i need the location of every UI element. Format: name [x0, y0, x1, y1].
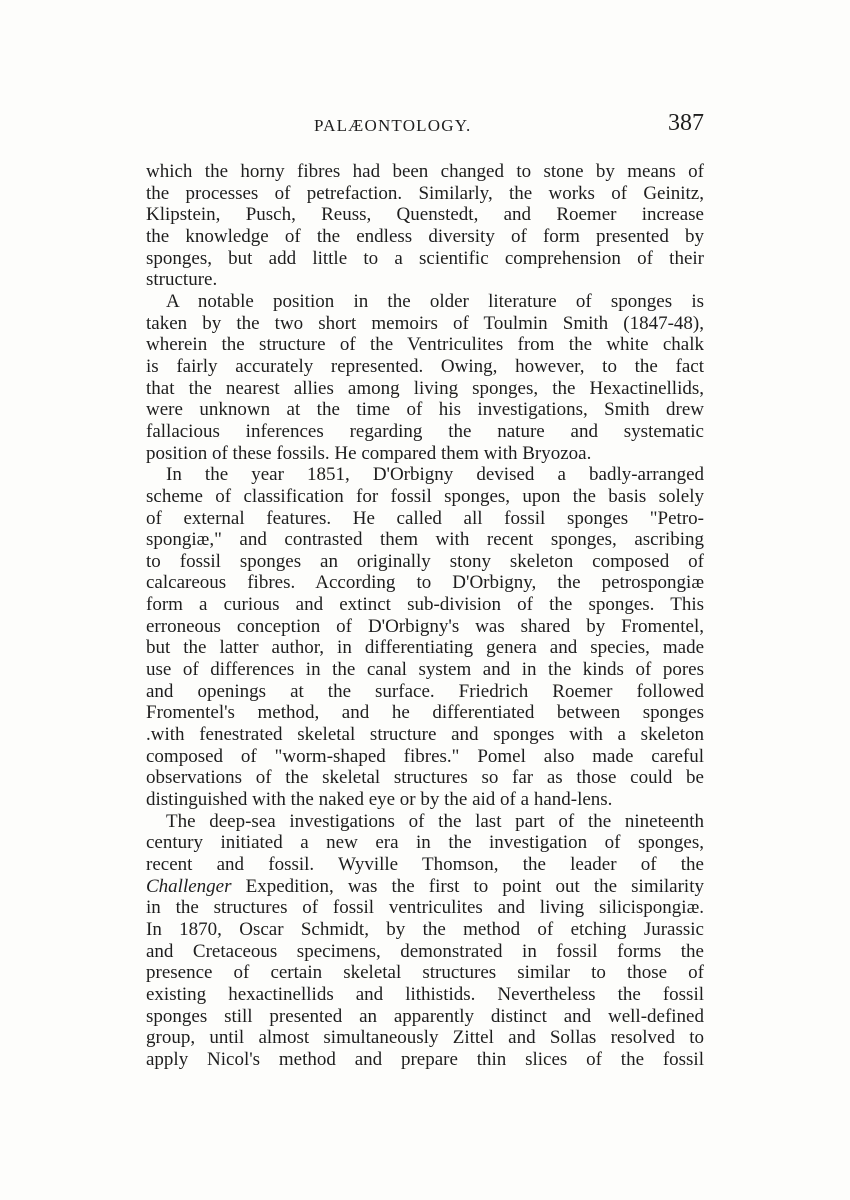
text-line: but the latter author, in differentiating genera and species, made — [146, 637, 704, 659]
text-line: calcareous fibres. According to D'Orbigny, the petrospongiæ — [146, 572, 704, 594]
text-line: position of these fossils. He compared them with Bryozoa. — [146, 442, 592, 464]
text-line: that the nearest allies among living sponges, the Hexactinellids, — [146, 377, 704, 399]
text-line: observations of the skeletal structures so far as those could be — [146, 767, 704, 789]
running-title: PALÆONTOLOGY. — [314, 116, 472, 135]
text-line: sponges, but add little to a scientific comprehension of their — [146, 247, 704, 269]
text-line: century initiated a new era in the investigation of sponges, — [146, 832, 704, 854]
text-line: the knowledge of the endless diversity of form presented by — [146, 225, 704, 247]
text-line: existing hexactinellids and lithistids. Nevertheless the fossil — [146, 983, 704, 1005]
text-line: structure. — [146, 269, 218, 291]
text-line: recent and fossil. Wyville Thomson, the leader of the — [146, 854, 704, 875]
text-line: composed of "worm-shaped fibres." Pomel also made careful — [146, 745, 704, 767]
text-line: is fairly accurately represented. Owing, however, to the fact — [146, 355, 704, 377]
paragraph-first-line: In the year 1851, D'Orbigny devised a badly-arranged — [166, 464, 704, 486]
text-line: apply Nicol's method and prepare thin slices of the fossil — [146, 1048, 704, 1070]
page-number: 387 — [668, 110, 704, 136]
text-line: wherein the structure of the Ventriculites from the white chalk — [146, 334, 704, 356]
text-line: distinguished with the naked eye or by the aid of a hand-lens. — [146, 789, 613, 811]
running-head — [146, 110, 704, 146]
text-line: taken by the two short memoirs of Toulmin Smith (1847-48), — [146, 312, 704, 334]
text-line: .with fenestrated skeletal structure and sponges with a skeleton — [146, 724, 704, 746]
text-line: spongiæ," and contrasted them with recent sponges, ascribing — [146, 529, 704, 551]
body-text — [146, 161, 704, 1071]
text-line: erroneous conception of D'Orbigny's was shared by Fromentel, — [146, 615, 704, 637]
text-line: were unknown at the time of his investigations, Smith drew — [146, 399, 704, 421]
text-line: to fossil sponges an originally stony skeleton composed of — [146, 550, 704, 572]
text-line: presence of certain skeletal structures similar to those of — [146, 962, 704, 984]
text-line: scheme of classification for fossil sponges, upon the basis solely — [146, 485, 704, 507]
text-line: and Cretaceous specimens, demonstrated in fossil forms the — [146, 940, 704, 962]
text-line: Fromentel's method, and he differentiated between sponges — [146, 702, 704, 724]
text-line: in the structures of fossil ventriculites and living silicispongiæ. — [146, 897, 704, 919]
text-line: sponges still presented an apparently distinct and well-defined — [146, 1005, 704, 1027]
text-line: In 1870, Oscar Schmidt, by the method of etching Jurassic — [146, 918, 704, 940]
ship-name-italic: Challenger — [146, 875, 232, 897]
paragraph-first-line: A notable position in the older literature of sponges is — [166, 290, 704, 312]
text-line: form a curious and extinct sub-division of the sponges. This — [146, 594, 704, 616]
text-line: group, until almost simultaneously Zittel and Sollas resolved to — [146, 1027, 704, 1049]
text-line — [146, 876, 704, 898]
paragraph-first-line: The deep-sea investigations of the last part of the nineteenth — [166, 810, 704, 832]
text-line-rest: Expedition, was the first to point out the similarity — [231, 875, 704, 897]
text-line: and openings at the surface. Friedrich Roemer followed — [146, 680, 704, 702]
text-line: which the horny fibres had been changed to stone by means of — [146, 161, 704, 182]
text-line: Klipstein, Pusch, Reuss, Quenstedt, and Roemer increase — [146, 204, 704, 226]
text-line: the processes of petrefaction. Similarly, the works of Geinitz, — [146, 182, 704, 204]
text-line: use of differences in the canal system and in the kinds of pores — [146, 659, 704, 681]
text-line: fallacious inferences regarding the nature and systematic — [146, 420, 704, 442]
text-line: of external features. He called all fossil sponges "Petro- — [146, 507, 704, 529]
